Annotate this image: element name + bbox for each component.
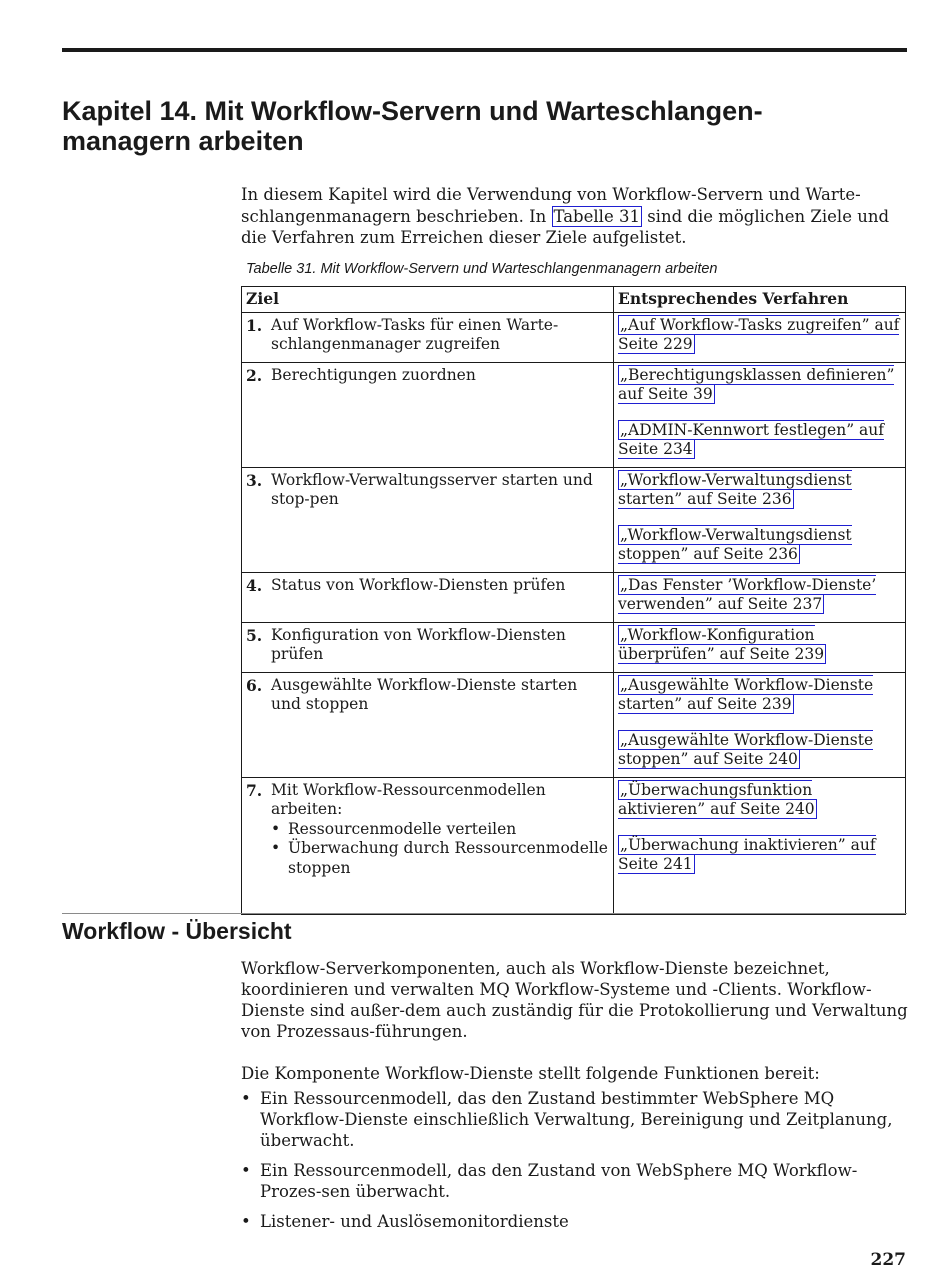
header-ziel: Ziel <box>242 287 614 313</box>
goal-number: 3. <box>246 470 263 490</box>
goal-number: 5. <box>246 625 263 645</box>
goal-text: Auf Workflow-Tasks für einen Warte-schlangenmanager zugreifen <box>271 315 559 353</box>
goal-number: 7. <box>246 780 263 800</box>
procedure-cell <box>614 672 906 777</box>
intro-text-before: In diesem Kapitel wird die Verwendung von Workflow-Servern und Warte-schlangenmanagern beschrieben. In <box>241 185 861 226</box>
goals-table <box>241 286 906 915</box>
procedure-link[interactable]: „ADMIN-Kennwort festlegen” auf Seite 234 <box>618 420 885 458</box>
section-paragraph-2: Die Komponente Workflow-Dienste stellt folgende Funktionen bereit: <box>241 1064 820 1083</box>
list-item: • Überwachung durch Ressourcenmodelle stoppen <box>271 839 609 878</box>
goal-text: Konfiguration von Workflow-Diensten prüfen <box>271 625 566 663</box>
goal-text: Status von Workflow-Diensten prüfen <box>271 575 566 594</box>
procedure-cell <box>614 312 906 362</box>
goal-sublist <box>271 820 609 879</box>
list-item: • Ein Ressourcenmodell, das den Zustand von WebSphere MQ Workflow-Prozes-sen überwacht. <box>241 1160 906 1202</box>
list-item: • Ein Ressourcenmodell, das den Zustand bestimmter WebSphere MQ Workflow-Dienste einschließlich Verwaltung, Bereinigung und Zeitplanung, überwacht. <box>241 1088 906 1151</box>
procedure-link[interactable]: „Workflow-Verwaltungsdienst starten” auf Seite 236 <box>618 470 852 508</box>
procedure-link[interactable]: „Workflow-Verwaltungsdienst stoppen” auf Seite 236 <box>618 525 852 563</box>
table-row <box>242 362 906 467</box>
procedure-cell <box>614 362 906 467</box>
goal-cell <box>242 777 614 915</box>
goal-number: 4. <box>246 575 263 595</box>
procedure-cell <box>614 572 906 622</box>
procedure-link[interactable]: „Workflow-Konfiguration überprüfen” auf Seite 239 <box>618 625 825 663</box>
header-verfahren: Entsprechendes Verfahren <box>614 287 906 313</box>
list-item: • Listener- und Auslösemonitordienste <box>241 1211 906 1232</box>
section-rule <box>62 913 907 914</box>
goal-text: Workflow-Verwaltungsserver starten und stop-pen <box>271 470 593 508</box>
feature-list <box>241 1088 906 1241</box>
table-31-link[interactable]: Tabelle 31 <box>553 206 640 226</box>
goal-text: Mit Workflow-Ressourcenmodellen arbeiten: <box>271 780 546 818</box>
intro-paragraph <box>241 184 906 249</box>
goal-cell <box>242 672 614 777</box>
goal-number: 1. <box>246 315 263 335</box>
goal-number: 6. <box>246 675 263 695</box>
procedure-link[interactable]: „Berechtigungsklassen definieren” auf Seite 39 <box>618 365 895 403</box>
procedure-cell <box>614 622 906 672</box>
chapter-title-line2: managern arbeiten <box>62 126 304 156</box>
table-caption: Tabelle 31. Mit Workflow-Servern und Warteschlangenmanagern arbeiten <box>246 261 718 277</box>
goal-text: Berechtigungen zuordnen <box>271 365 476 384</box>
table-row <box>242 672 906 777</box>
goal-cell <box>242 362 614 467</box>
procedure-link[interactable]: „Auf Workflow-Tasks zugreifen” auf Seite 229 <box>618 315 900 353</box>
intro-text-after: sind die möglichen Ziele und die Verfahren zum Erreichen dieser Ziele aufgelistet. <box>241 206 890 247</box>
table-row <box>242 312 906 362</box>
procedure-link[interactable]: „Das Fenster ’Workflow-Dienste’ verwenden” auf Seite 237 <box>618 575 877 613</box>
table-row <box>242 467 906 572</box>
goal-text: Ausgewählte Workflow-Dienste starten und stoppen <box>271 675 578 713</box>
goal-cell <box>242 312 614 362</box>
table-header-row <box>242 287 906 313</box>
table-row <box>242 622 906 672</box>
goal-cell <box>242 467 614 572</box>
procedure-link[interactable]: „Überwachung inaktivieren” auf Seite 241 <box>618 835 876 873</box>
table-row <box>242 572 906 622</box>
procedure-cell <box>614 467 906 572</box>
goal-number: 2. <box>246 365 263 385</box>
section-paragraph-1: Workflow-Serverkomponenten, auch als Workflow-Dienste bezeichnet, koordinieren und verwalten MQ Workflow-Systeme und -Clients. Workflow-Dienste sind außer-dem auch zuständig für die Protokollierung und Verwaltung von Prozessaus-führungen. <box>241 959 908 1041</box>
chapter-title-line1: Kapitel 14. Mit Workflow-Servern und Warteschlangen- <box>62 96 763 126</box>
procedure-link[interactable]: „Ausgewählte Workflow-Dienste starten” auf Seite 239 <box>618 675 874 713</box>
goal-cell <box>242 572 614 622</box>
page-number: 227 <box>870 1250 906 1270</box>
chapter-title <box>62 96 882 156</box>
procedure-link[interactable]: „Ausgewählte Workflow-Dienste stoppen” auf Seite 240 <box>618 730 874 768</box>
top-rule <box>62 48 907 52</box>
procedure-cell <box>614 777 906 915</box>
table-row <box>242 777 906 915</box>
goal-cell <box>242 622 614 672</box>
procedure-link[interactable]: „Überwachungsfunktion aktivieren” auf Seite 240 <box>618 780 815 818</box>
list-item: • Ressourcenmodelle verteilen <box>271 820 609 840</box>
section-title: Workflow - Übersicht <box>62 918 292 944</box>
